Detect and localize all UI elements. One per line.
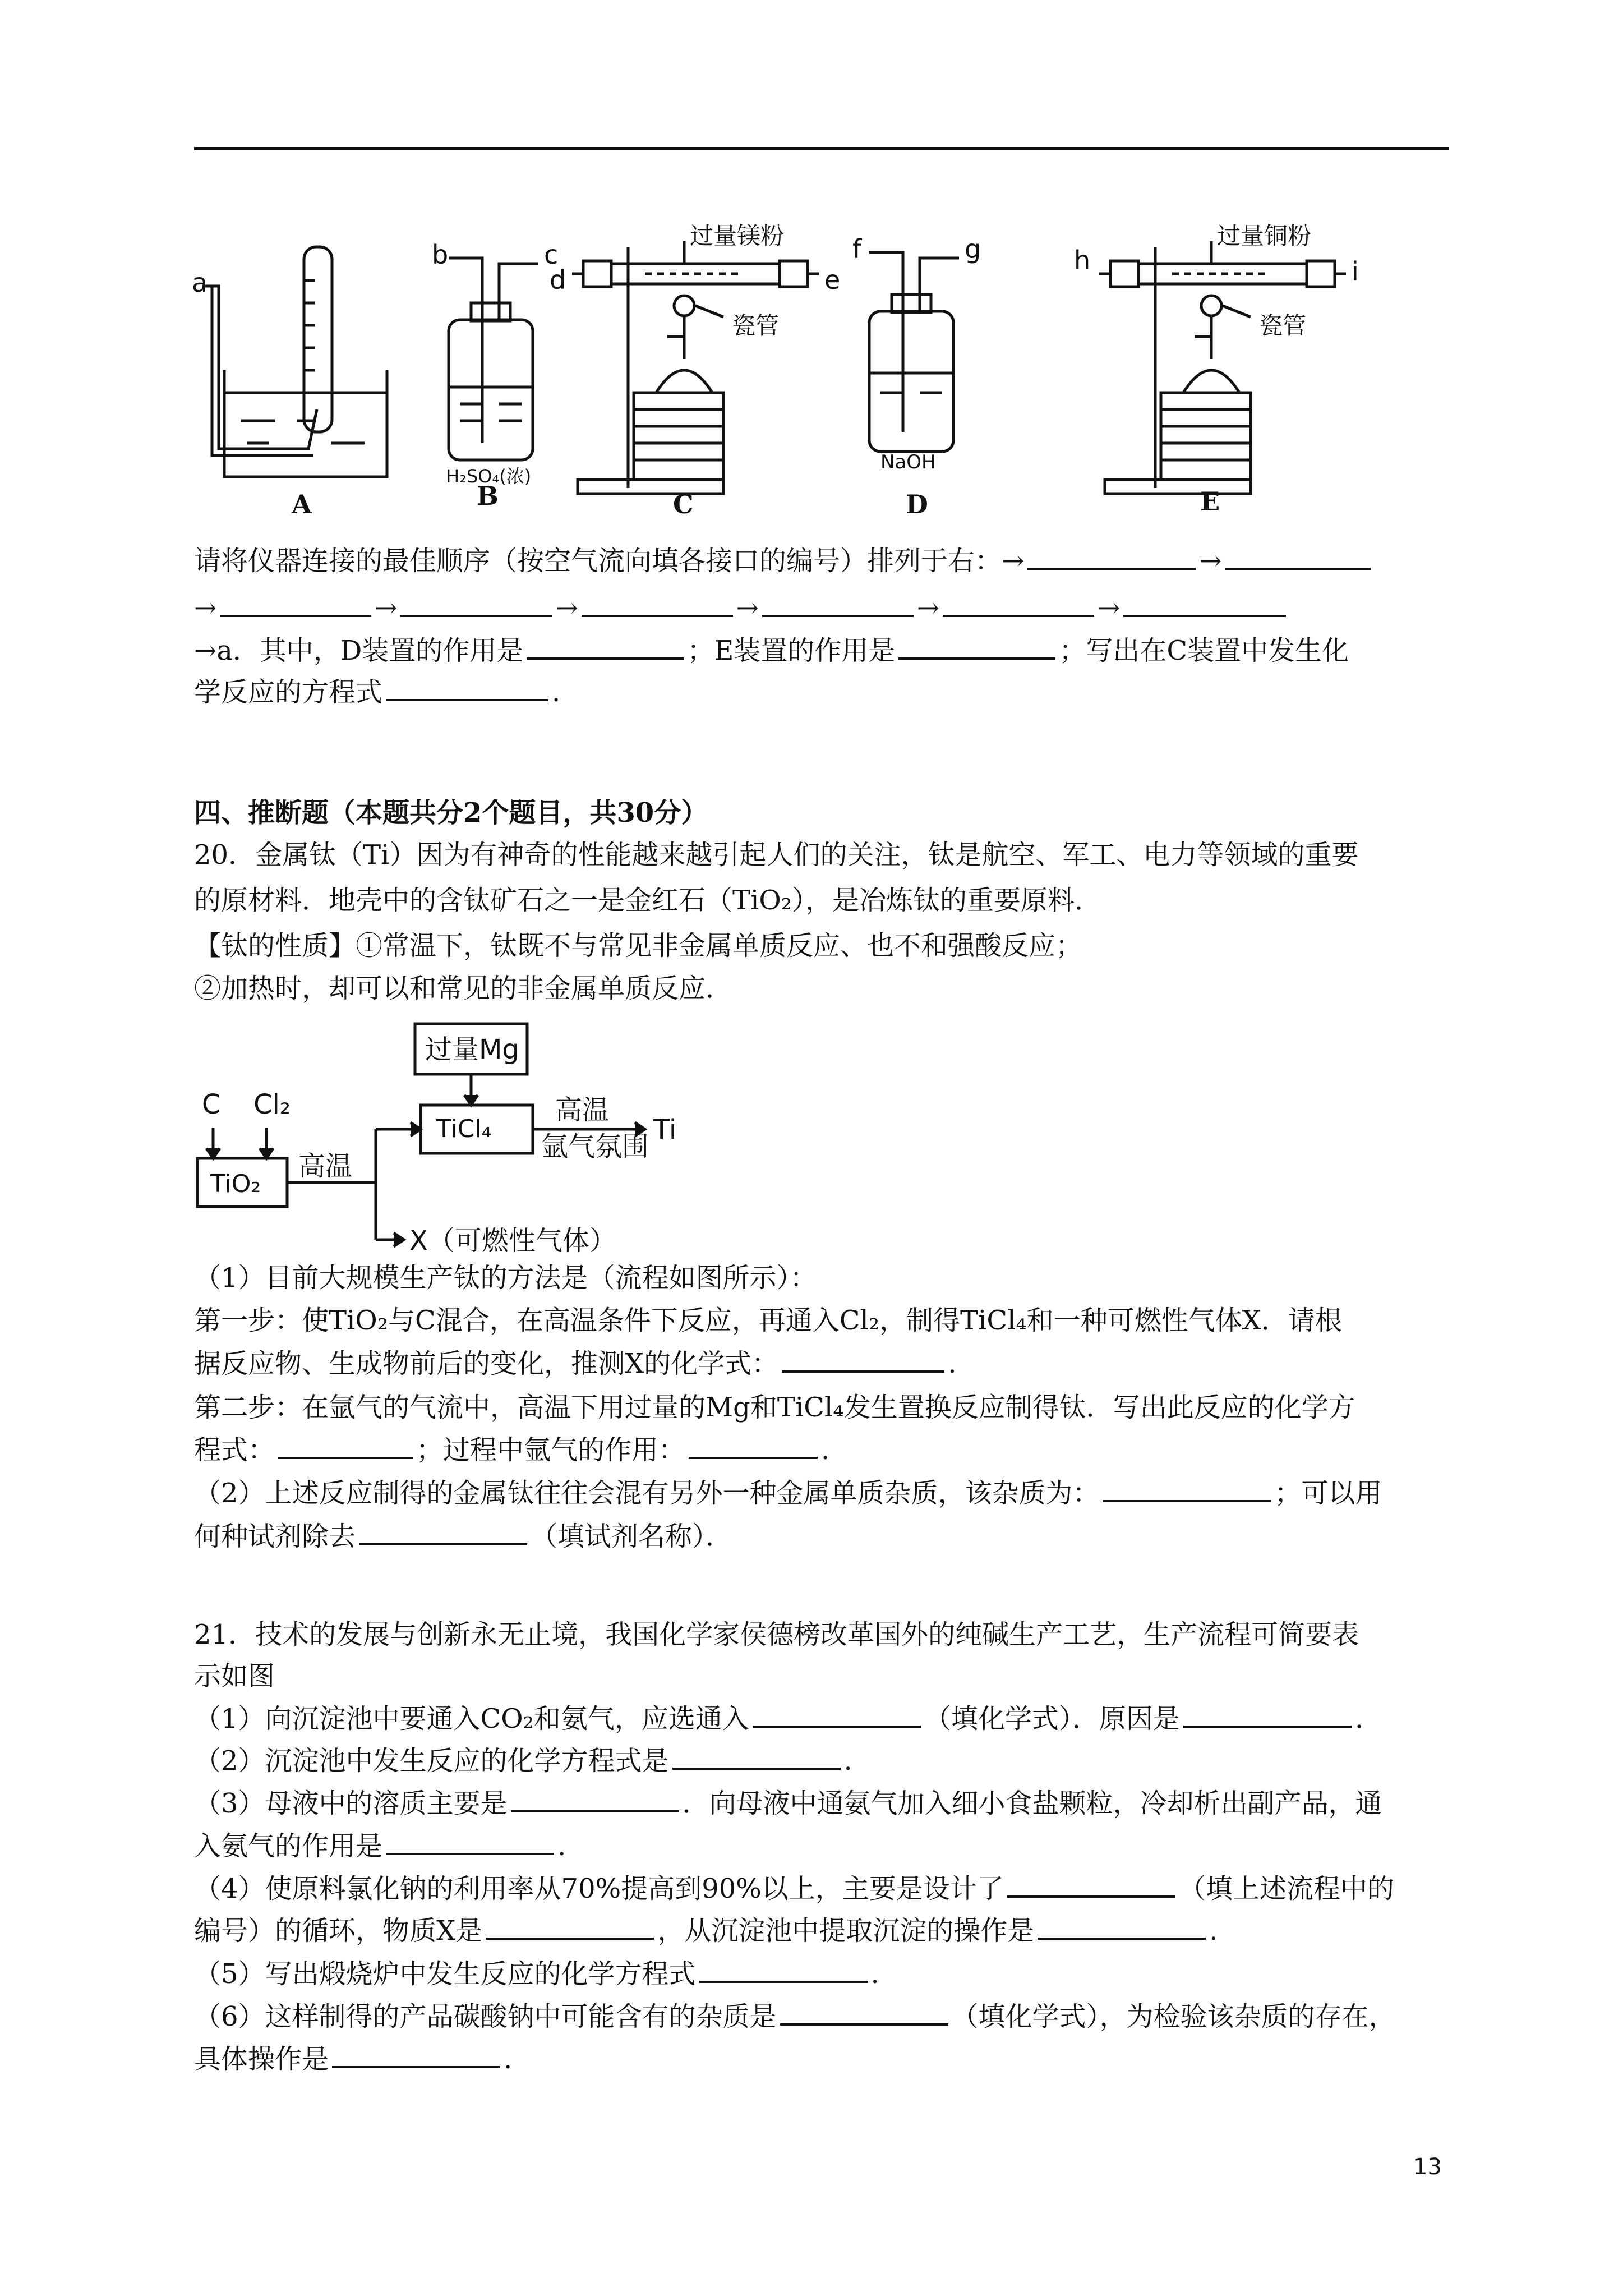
flow-ti: Ti: [653, 1114, 677, 1145]
answer-blank[interactable]: [1225, 542, 1371, 570]
q21-text: （填上述流程中的: [1178, 1873, 1394, 1904]
answer-blank[interactable]: [486, 1912, 654, 1940]
q21-part5: [194, 1953, 879, 1995]
q21-text: （填化学式），为检验该杂质的存在，: [951, 2001, 1396, 2032]
arrow: →: [1098, 592, 1121, 624]
answer-blank[interactable]: [332, 2040, 500, 2068]
q21-text: （6）这样制得的产品碳酸钠中可能含有的杂质是: [194, 2001, 777, 2032]
flow-high-temp-2: 高温: [555, 1094, 610, 1126]
q21-part3: [194, 1783, 1382, 1824]
answer-blank[interactable]: [780, 1998, 948, 2026]
section-heading: 四、推断题（本题共分2个题目，共30分）: [194, 797, 708, 829]
q21-line-2: 示如图: [194, 1660, 275, 1692]
arrow: →: [1002, 545, 1025, 577]
port-c: c: [544, 240, 559, 270]
q19-text: .: [552, 677, 561, 708]
apparatus-d: [869, 252, 959, 452]
q21-text: .: [557, 1830, 566, 1862]
reagent-cu: 过量铜粉: [1217, 222, 1312, 250]
apparatus-figure: [185, 208, 1430, 527]
flow-mg: 过量Mg: [425, 1034, 519, 1065]
q21-text: 入氨气的作用是: [194, 1830, 383, 1862]
q21-part4: [194, 1868, 1394, 1910]
answer-blank[interactable]: [699, 1955, 868, 1983]
q19-line-1: [194, 540, 1374, 582]
arrow: →: [555, 592, 578, 624]
answer-blank[interactable]: [689, 1431, 818, 1459]
answer-blank[interactable]: [582, 589, 733, 617]
q20-line-2: 的原材料．地壳中的含钛矿石之一是金红石（TiO₂），是冶炼钛的重要原料．: [194, 885, 1101, 916]
answer-blank[interactable]: [511, 1784, 679, 1812]
answer-blank[interactable]: [898, 632, 1055, 660]
q20-line-1: 20．金属钛（Ti）因为有神奇的性能越来越引起人们的关注，钛是航空、军工、电力等领域的重要: [194, 839, 1359, 871]
answer-blank[interactable]: [762, 589, 914, 617]
tube-label-c: 瓷管: [732, 312, 780, 339]
q21-text: （3）母液中的溶质主要是: [194, 1788, 508, 1819]
q21-text: .: [504, 2044, 513, 2075]
q20-part1-heading: （1）目前大规模生产钛的方法是（流程如图所示）：: [194, 1262, 817, 1294]
header-rule: [194, 147, 1449, 150]
q21-text: ．向母液中通氨气加入细小食盐颗粒，冷却析出副产品，通: [682, 1788, 1382, 1819]
flow-ticl4: TiCl₄: [436, 1115, 492, 1143]
label-b: B: [477, 481, 499, 511]
q21-text: .: [870, 1958, 879, 1990]
port-d: d: [550, 265, 566, 295]
q19-text: ；写出在C装置中发生化: [1059, 635, 1349, 666]
q21-text: （填化学式）．原因是: [924, 1703, 1180, 1734]
q20-text: ；过程中氩气的作用：: [416, 1434, 686, 1466]
q20-step1: 第一步：使TiO₂与C混合，在高温条件下反应，再通入Cl₂，制得TiCl₄和一种可燃性气体X．请根: [194, 1305, 1342, 1336]
answer-blank[interactable]: [672, 1742, 841, 1770]
port-b: b: [432, 240, 449, 270]
apparatus-b: [449, 258, 538, 460]
q19-text: →a．其中，D装置的作用是: [194, 635, 524, 666]
q21-part2: [194, 1740, 852, 1782]
answer-blank[interactable]: [359, 1517, 527, 1545]
answer-blank[interactable]: [527, 632, 684, 660]
q19-instruction: 请将仪器连接的最佳顺序（按空气流向填各接口的编号）排列于右：: [194, 545, 1002, 577]
apparatus-c: [572, 241, 819, 494]
label-c: C: [673, 489, 694, 519]
label-a: A: [292, 489, 312, 519]
answer-blank[interactable]: [1183, 1700, 1352, 1728]
answer-blank[interactable]: [386, 673, 548, 701]
q20-text: .: [821, 1434, 830, 1466]
answer-blank[interactable]: [943, 589, 1094, 617]
answer-blank[interactable]: [1027, 542, 1196, 570]
q21-part4-cont: [194, 1910, 1218, 1952]
flow-argon: 氩气氛围: [541, 1131, 649, 1162]
apparatus-e: [1099, 241, 1346, 494]
label-d: D: [906, 489, 928, 519]
q21-line-1: 21．技术的发展与创新永无止境，我国化学家侯德榜改革国外的纯碱生产工艺，生产流程可简要表: [194, 1619, 1359, 1650]
q20-part2: [194, 1473, 1382, 1514]
q21-text: .: [1209, 1915, 1218, 1947]
q21-text: （5）写出煅烧炉中发生反应的化学方程式: [194, 1958, 696, 1990]
q19-line-3: [194, 630, 1349, 671]
q19-text: 学反应的方程式: [194, 677, 383, 708]
q20-line-3: 【钛的性质】①常温下，钛既不与常见非金属单质反应、也不和强酸反应；: [194, 930, 1083, 961]
q21-part6-cont: [194, 2039, 512, 2080]
arrow: →: [916, 592, 940, 624]
arrow: →: [1199, 545, 1222, 577]
q19-text: ；E装置的作用是: [687, 635, 896, 666]
q20-part2-cont: [194, 1516, 732, 1557]
port-i: i: [1352, 256, 1359, 287]
arrow: →: [736, 592, 759, 624]
answer-blank[interactable]: [1038, 1912, 1206, 1940]
q20-text: 何种试剂除去: [194, 1521, 356, 1552]
answer-blank[interactable]: [386, 1827, 554, 1855]
label-e: E: [1200, 486, 1220, 517]
flow-high-temp: 高温: [298, 1151, 353, 1182]
answer-blank[interactable]: [753, 1700, 921, 1728]
page-number: 13: [1413, 2154, 1442, 2180]
q21-text: ，从沉淀池中提取沉淀的操作是: [657, 1915, 1035, 1947]
apparatus-a: [202, 247, 387, 477]
answer-blank[interactable]: [1007, 1870, 1175, 1898]
q20-text: （2）上述反应制得的金属钛往往会混有另外一种金属单质杂质，该杂质为：: [194, 1478, 1100, 1509]
port-e: e: [824, 265, 841, 295]
q20-text: .: [948, 1348, 957, 1379]
q21-part6: [194, 1996, 1396, 2037]
port-h: h: [1074, 245, 1091, 275]
flow-c: C: [202, 1089, 221, 1120]
flow-cl2: Cl₂: [253, 1089, 291, 1120]
q21-text: （2）沉淀池中发生反应的化学方程式是: [194, 1745, 669, 1777]
q21-text: （4）使原料氯化钠的利用率从70%提高到90%以上，主要是设计了: [194, 1873, 1004, 1904]
q20-step2: 第二步：在氩气的气流中，高温下用过量的Mg和TiCl₄发生置换反应制得钛．写出此反应的化学方: [194, 1392, 1355, 1423]
q21-part1: [194, 1698, 1363, 1740]
arrow: →: [375, 592, 398, 624]
q20-text: （填试剂名称）．: [531, 1521, 733, 1552]
reagent-h2so4: H₂SO₄(浓): [446, 466, 532, 487]
q21-text: 编号）的循环，物质X是: [194, 1915, 483, 1947]
q19-line-4: [194, 671, 560, 713]
q20-step2-cont: [194, 1429, 829, 1471]
titanium-flowchart: [191, 1015, 740, 1268]
port-a: a: [192, 268, 208, 298]
tube-label-e: 瓷管: [1259, 312, 1307, 339]
port-g: g: [965, 234, 981, 264]
q20-step1-cont: [194, 1343, 956, 1384]
q21-text: .: [1354, 1703, 1364, 1734]
arrow: →: [194, 592, 217, 624]
flow-tio2: TiO₂: [210, 1170, 261, 1198]
answer-blank[interactable]: [278, 1431, 413, 1459]
flow-x: X（可燃性气体）: [409, 1225, 616, 1257]
q20-text: 程式：: [194, 1434, 275, 1466]
q20-text: ；可以用: [1274, 1478, 1382, 1509]
q20-text: 据反应物、生成物前后的变化，推测X的化学式：: [194, 1348, 779, 1379]
answer-blank[interactable]: [220, 589, 371, 617]
answer-blank[interactable]: [1123, 589, 1286, 617]
q20-line-4: ②加热时，却可以和常见的非金属单质反应．: [194, 973, 733, 1004]
answer-blank[interactable]: [400, 589, 552, 617]
reagent-naoh: NaOH: [880, 451, 936, 473]
reagent-mg: 过量镁粉: [690, 222, 785, 250]
q21-part3-cont: [194, 1825, 566, 1867]
q21-text: .: [843, 1745, 852, 1777]
q19-line-2: [194, 587, 1289, 629]
port-f: f: [852, 234, 862, 264]
q21-text: 具体操作是: [194, 2044, 329, 2075]
answer-blank[interactable]: [782, 1345, 944, 1373]
q21-text: （1）向沉淀池中要通入CO₂和氨气，应选通入: [194, 1703, 749, 1734]
answer-blank[interactable]: [1103, 1474, 1271, 1502]
